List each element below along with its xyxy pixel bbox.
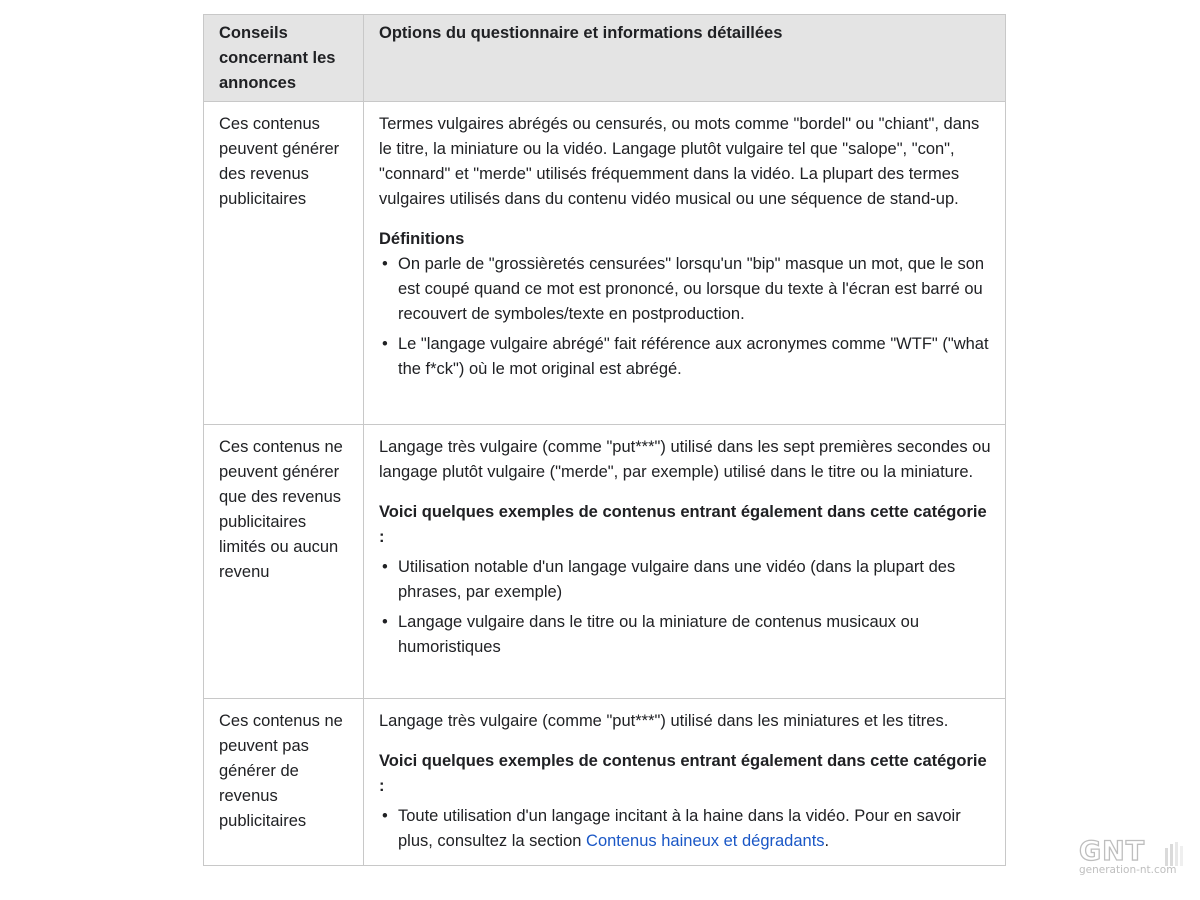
row-label: Ces contenus peuvent générer des revenus publicitaires <box>204 102 364 425</box>
gnt-watermark <box>1076 836 1186 880</box>
list-item-text: Langage vulgaire dans le titre ou la miniature de contenus musicaux ou humoristiques <box>398 613 919 656</box>
list-item <box>379 804 993 854</box>
list-item <box>379 555 993 605</box>
row-details <box>364 425 1006 699</box>
bullet-icon: • <box>382 255 388 273</box>
table-row <box>204 102 1006 425</box>
header-questionnaire-options: Options du questionnaire et informations détaillées <box>364 15 1006 102</box>
examples-heading: Voici quelques exemples de contenus entrant également dans cette catégorie : <box>379 503 987 546</box>
table-row <box>204 699 1006 866</box>
hateful-content-link[interactable]: Contenus haineux et dégradants <box>586 832 825 850</box>
row-details <box>364 699 1006 866</box>
definitions-heading: Définitions <box>379 230 465 248</box>
bullet-icon: • <box>382 613 388 631</box>
list-item-text: Le "langage vulgaire abrégé" fait référence aux acronymes comme "WTF" ("what the f*ck") où le mot original est abrégé. <box>398 335 989 378</box>
row-label: Ces contenus ne peuvent générer que des revenus publicitaires limités ou aucun revenu <box>204 425 364 699</box>
list-item <box>379 252 993 327</box>
ad-guidelines-table <box>203 14 1006 866</box>
signal-bars-icon <box>1164 842 1184 866</box>
bullet-icon: • <box>382 807 388 825</box>
list-item-text-suffix: . <box>824 832 830 850</box>
list-item-text: On parle de "grossièretés censurées" lorsqu'un "bip" masque un mot, que le son est coupé quand ce mot est prononcé, ou lorsque du texte à l'écran est barré ou recouvert de symboles/texte en postproduction. <box>398 255 985 323</box>
header-row <box>204 15 1006 102</box>
bullet-icon: • <box>382 558 388 576</box>
bullet-list <box>379 555 993 660</box>
bullet-list <box>379 252 993 382</box>
row-label: Ces contenus ne peuvent pas générer de revenus publicitaires <box>204 699 364 866</box>
list-item <box>379 332 993 382</box>
list-item-text-prefix: Toute utilisation d'un langage incitant à la haine dans la vidéo. Pour en savoir plus, consultez la section <box>398 807 961 850</box>
bullet-list <box>379 804 993 854</box>
header-ad-guidelines: Conseils concernant les annonces <box>204 15 364 102</box>
list-item-text <box>398 807 961 850</box>
list-item-text: Utilisation notable d'un langage vulgaire dans une vidéo (dans la plupart des phrases, par exemple) <box>398 558 956 601</box>
row-description: Termes vulgaires abrégés ou censurés, ou mots comme "bordel" ou "chiant", dans le titre, la miniature ou la vidéo. Langage plutôt vulgaire tel que "salope", "con", "connard" et "merde" utilisés fréquemment dans la vidéo. La plupart des termes vulgaires utilisés dans du contenu vidéo musical ou une séquence de stand-up. <box>379 115 980 208</box>
watermark-url: generation-nt.com <box>1079 864 1177 876</box>
watermark-logo: GNT <box>1079 836 1146 867</box>
row-description: Langage très vulgaire (comme "put***") utilisé dans les miniatures et les titres. <box>379 712 949 730</box>
table-row <box>204 425 1006 699</box>
row-description: Langage très vulgaire (comme "put***") utilisé dans les sept premières secondes ou langage plutôt vulgaire ("merde", par exemple) utilisé dans le titre ou la miniature. <box>379 438 991 481</box>
bullet-icon: • <box>382 335 388 353</box>
row-details <box>364 102 1006 425</box>
list-item <box>379 610 993 660</box>
examples-heading: Voici quelques exemples de contenus entrant également dans cette catégorie : <box>379 752 987 795</box>
